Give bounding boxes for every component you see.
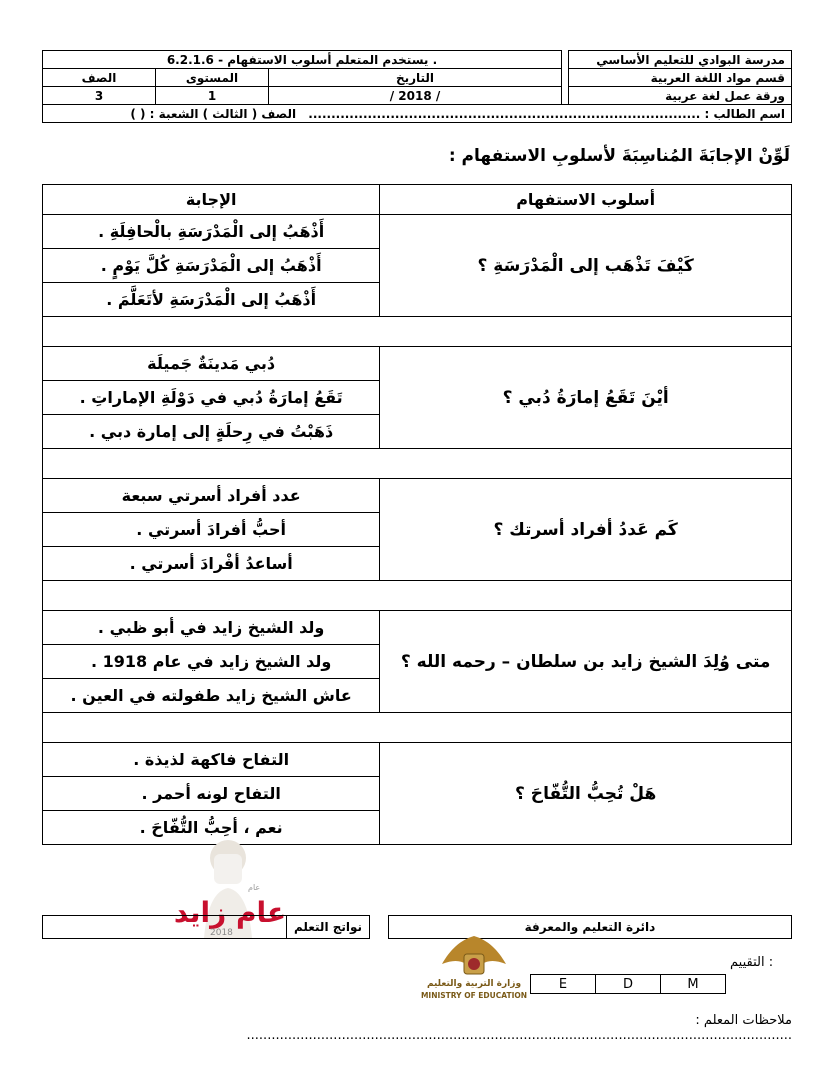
ministry-name-ar: وزارة التربية والتعليم [426, 979, 522, 989]
rating-grid [530, 974, 726, 994]
question-text: أيْنَ تَقَعُ إمارَةُ دُبي ؟ [380, 347, 792, 449]
question-text: هَلْ تُحِبُّ التُّفّاحَ ؟ [380, 743, 792, 845]
row-spacer [43, 317, 792, 347]
question-text: كَم عَددُ أفراد أسرتك ؟ [380, 479, 792, 581]
class-info: الصف ( الثالث ) الشعبة : ( ) [130, 106, 297, 121]
answer-option[interactable]: ولد الشيخ زايد في عام 1918 . [43, 645, 380, 679]
ministry-name-en: MINISTRY OF EDUCATION [420, 991, 528, 1000]
question-text: متى وُلِدَ الشيخ زايد بن سلطان – رحمه الله ؟ [380, 611, 792, 713]
table-row [43, 743, 792, 777]
table-row [43, 347, 792, 381]
table-row [43, 479, 792, 513]
footer-table [42, 915, 792, 939]
seal-text: عام زايد [173, 896, 287, 929]
answer-option[interactable]: أَذْهَبُ إلى الْمَدْرَسَةِ كُلَّ يَوْمٍ . [43, 249, 380, 283]
learning-outcome: 6.2.1.6 - يستخدم المتعلم أسلوب الاستفهام . [43, 51, 562, 69]
col-answer-header: الإجابة [43, 185, 380, 215]
grade-value: 3 [43, 87, 156, 105]
table-row [43, 611, 792, 645]
level-value: 1 [156, 87, 269, 105]
rating-label: التقييم : [730, 955, 774, 970]
instruction: لَوِّنْ الإجابَةَ المُناسِبَةَ لأسلوبِ الاستفهام : [448, 146, 790, 166]
row-spacer [43, 449, 792, 479]
answer-option[interactable]: أحبُّ أفرادَ أسرتي . [43, 513, 380, 547]
student-row [43, 105, 792, 123]
answer-option[interactable]: عاش الشيخ زايد طفولته في العين . [43, 679, 380, 713]
answer-option[interactable]: عدد أفراد أسرتي سبعة [43, 479, 380, 513]
student-name-label: اسم الطالب : ...................................................................................... [308, 106, 785, 121]
svg-text:عام: عام [248, 883, 261, 892]
answer-option[interactable]: ذَهَبْتُ في رِحلَةٍ إلى إمارة دبي . [43, 415, 380, 449]
row-spacer [43, 581, 792, 611]
date-value: / 2018 / [269, 87, 562, 105]
answer-option[interactable]: أَذْهَبُ إلى الْمَدْرَسَةِ لأتَعَلَّمَ . [43, 283, 380, 317]
table-row [43, 215, 792, 249]
answer-option[interactable]: دُبي مَدينَةٌ جَميلَة [43, 347, 380, 381]
col-question-header: أسلوب الاستفهام [380, 185, 792, 215]
row-spacer [43, 713, 792, 743]
answer-option[interactable]: أَذْهَبُ إلى الْمَدْرَسَةِ بالْحافِلَةِ . [43, 215, 380, 249]
date-label: التاريخ [269, 69, 562, 87]
seal-year: 2018 [210, 928, 233, 938]
answer-option[interactable]: تَقَعُ إمارَةُ دُبي في دَوْلَةِ الإماراتِ . [43, 381, 380, 415]
grade-option-e[interactable]: E [531, 975, 596, 994]
answer-option[interactable]: التفاح لونه أحمر . [43, 777, 380, 811]
grade-option-d[interactable]: D [596, 975, 661, 994]
answer-option[interactable]: نعم ، أحِبُّ التُّفّاحَ . [43, 811, 380, 845]
department-name: قسم مواد اللغة العربية [569, 69, 792, 87]
answer-option[interactable]: ولد الشيخ زايد في أبو ظبي . [43, 611, 380, 645]
answer-option[interactable]: أساعدُ أفْرادَ أسرتي . [43, 547, 380, 581]
answer-option[interactable]: التفاح فاكهة لذيذة . [43, 743, 380, 777]
worksheet-title: ورقة عمل لغة عربية [569, 87, 792, 105]
grade-label: الصف [43, 69, 156, 87]
teacher-notes: ملاحظات المعلم : .................................................................................................................................... [246, 1013, 792, 1043]
header-table [42, 50, 792, 123]
ministry-emblem-icon [420, 930, 528, 1002]
school-name: مدرسة البوادي للتعليم الأساسي [569, 51, 792, 69]
question-text: كَيْفَ تَذْهَب إلى الْمَدْرَسَةِ ؟ [380, 215, 792, 317]
level-label: المستوى [156, 69, 269, 87]
authority-name: دائرة التعليم والمعرفة [389, 916, 792, 939]
learning-outcomes-label: نواتج التعلم [287, 916, 370, 939]
grade-option-m[interactable]: M [661, 975, 726, 994]
question-table [42, 184, 792, 845]
